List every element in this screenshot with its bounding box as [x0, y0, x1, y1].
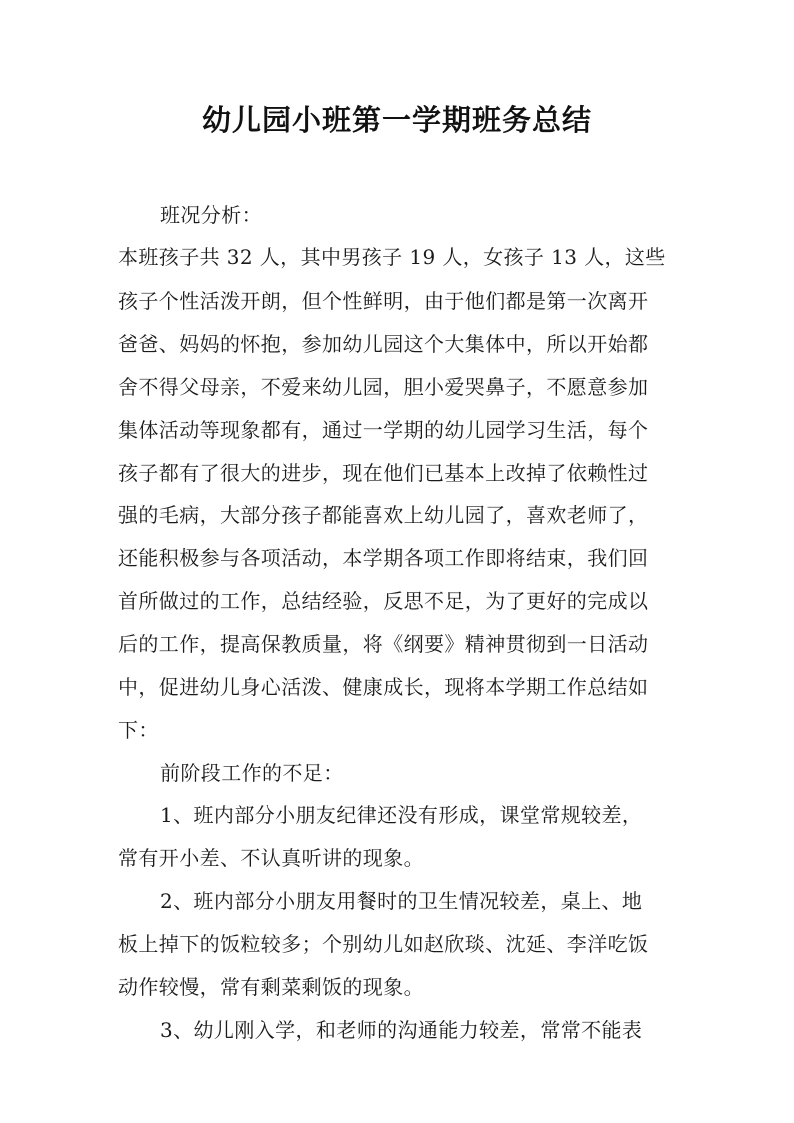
paragraph-line: 下：	[118, 718, 159, 742]
list-item-line: 动作较慢，常有剩菜剩饭的现象。	[118, 975, 424, 999]
list-item-line: 3、幼儿刚入学，和老师的沟通能力较差，常常不能表	[160, 1018, 643, 1042]
section-heading: 前阶段工作的不足：	[160, 761, 344, 785]
paragraph-line: 还能积极参与各项活动，本学期各项工作即将结束，我们回	[118, 546, 649, 570]
paragraph-line: 爸爸、妈妈的怀抱，参加幼儿园这个大集体中，所以开始都	[118, 332, 649, 356]
list-item-line: 1、班内部分小朋友纪律还没有形成，课堂常规较差，	[160, 803, 643, 827]
list-item-line: 常有开小差、不认真听讲的现象。	[118, 846, 424, 870]
paragraph-line: 强的毛病，大部分孩子都能喜欢上幼儿园了，喜欢老师了，	[118, 503, 649, 527]
paragraph-line: 后的工作，提高保教质量，将《纲要》精神贯彻到一日活动	[118, 632, 649, 656]
section-heading: 班况分析：	[160, 203, 262, 227]
paragraph-line: 孩子都有了很大的进步，现在他们已基本上改掉了依赖性过	[118, 461, 649, 485]
list-item-line: 2、班内部分小朋友用餐时的卫生情况较差，桌上、地	[160, 889, 643, 913]
document-title: 幼儿园小班第一学期班务总结	[201, 103, 592, 137]
list-item-line: 板上掉下的饭粒较多；个别幼儿如赵欣琰、沈延、李洋吃饭	[118, 932, 649, 956]
paragraph-line: 本班孩子共 32 人，其中男孩子 19 人，女孩子 13 人，这些	[118, 245, 666, 269]
paragraph-line: 中，促进幼儿身心活泼、健康成长，现将本学期工作总结如	[118, 675, 649, 699]
paragraph-line: 舍不得父母亲，不爱来幼儿园，胆小爱哭鼻子，不愿意参加	[118, 375, 649, 399]
paragraph-line: 孩子个性活泼开朗，但个性鲜明，由于他们都是第一次离开	[118, 289, 649, 313]
paragraph-line: 首所做过的工作，总结经验，反思不足，为了更好的完成以	[118, 589, 649, 613]
paragraph-line: 集体活动等现象都有，通过一学期的幼儿园学习生活，每个	[118, 418, 649, 442]
